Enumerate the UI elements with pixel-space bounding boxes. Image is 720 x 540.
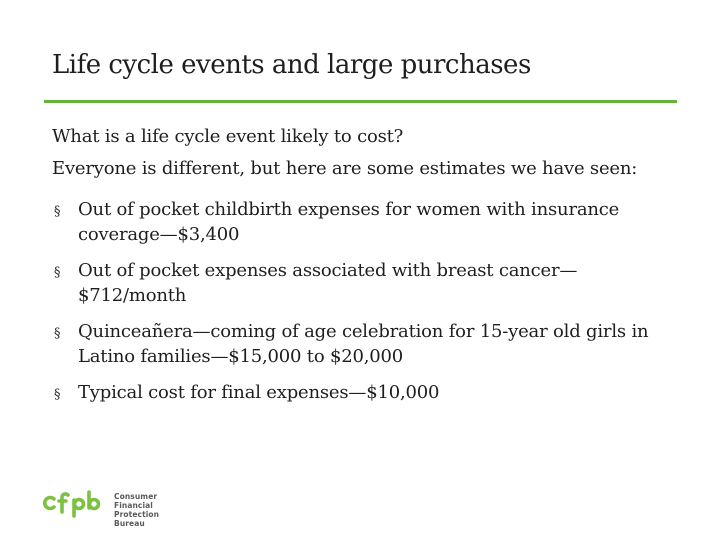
bullet-text: Out of pocket childbirth expenses for women with insurance coverage—$3,400 [78, 199, 620, 245]
cfpb-logo [42, 488, 182, 528]
title-divider [44, 100, 677, 103]
slide-title: Life cycle events and large purchases [52, 50, 531, 80]
square-bullet-icon: § [54, 204, 61, 219]
slide-body [52, 124, 672, 416]
cfpb-logo-text [114, 492, 182, 528]
bullet-text: Typical cost for final expenses—$10,000 [78, 382, 440, 403]
bullet-text: Quinceañera—coming of age celebration for 15-year old girls in Latino families—$15,000 to $20,000 [78, 321, 649, 367]
square-bullet-icon: § [54, 265, 61, 280]
bullet-item [52, 258, 672, 308]
square-bullet-icon: § [54, 387, 61, 402]
cfpb-logo-mark-icon [42, 488, 108, 518]
bullet-list [52, 197, 672, 405]
square-bullet-icon: § [54, 326, 61, 341]
logo-line-2: Protection Bureau [114, 510, 160, 528]
bullet-item [52, 319, 672, 369]
bullet-item [52, 197, 672, 247]
bullet-text: Out of pocket expenses associated with breast cancer—$712/month [78, 260, 578, 306]
logo-line-1: Consumer Financial [114, 492, 158, 510]
intro-question: What is a life cycle event likely to cost? [52, 126, 404, 147]
intro-statement: Everyone is different, but here are some estimates we have seen: [52, 158, 638, 179]
bullet-item [52, 380, 672, 405]
